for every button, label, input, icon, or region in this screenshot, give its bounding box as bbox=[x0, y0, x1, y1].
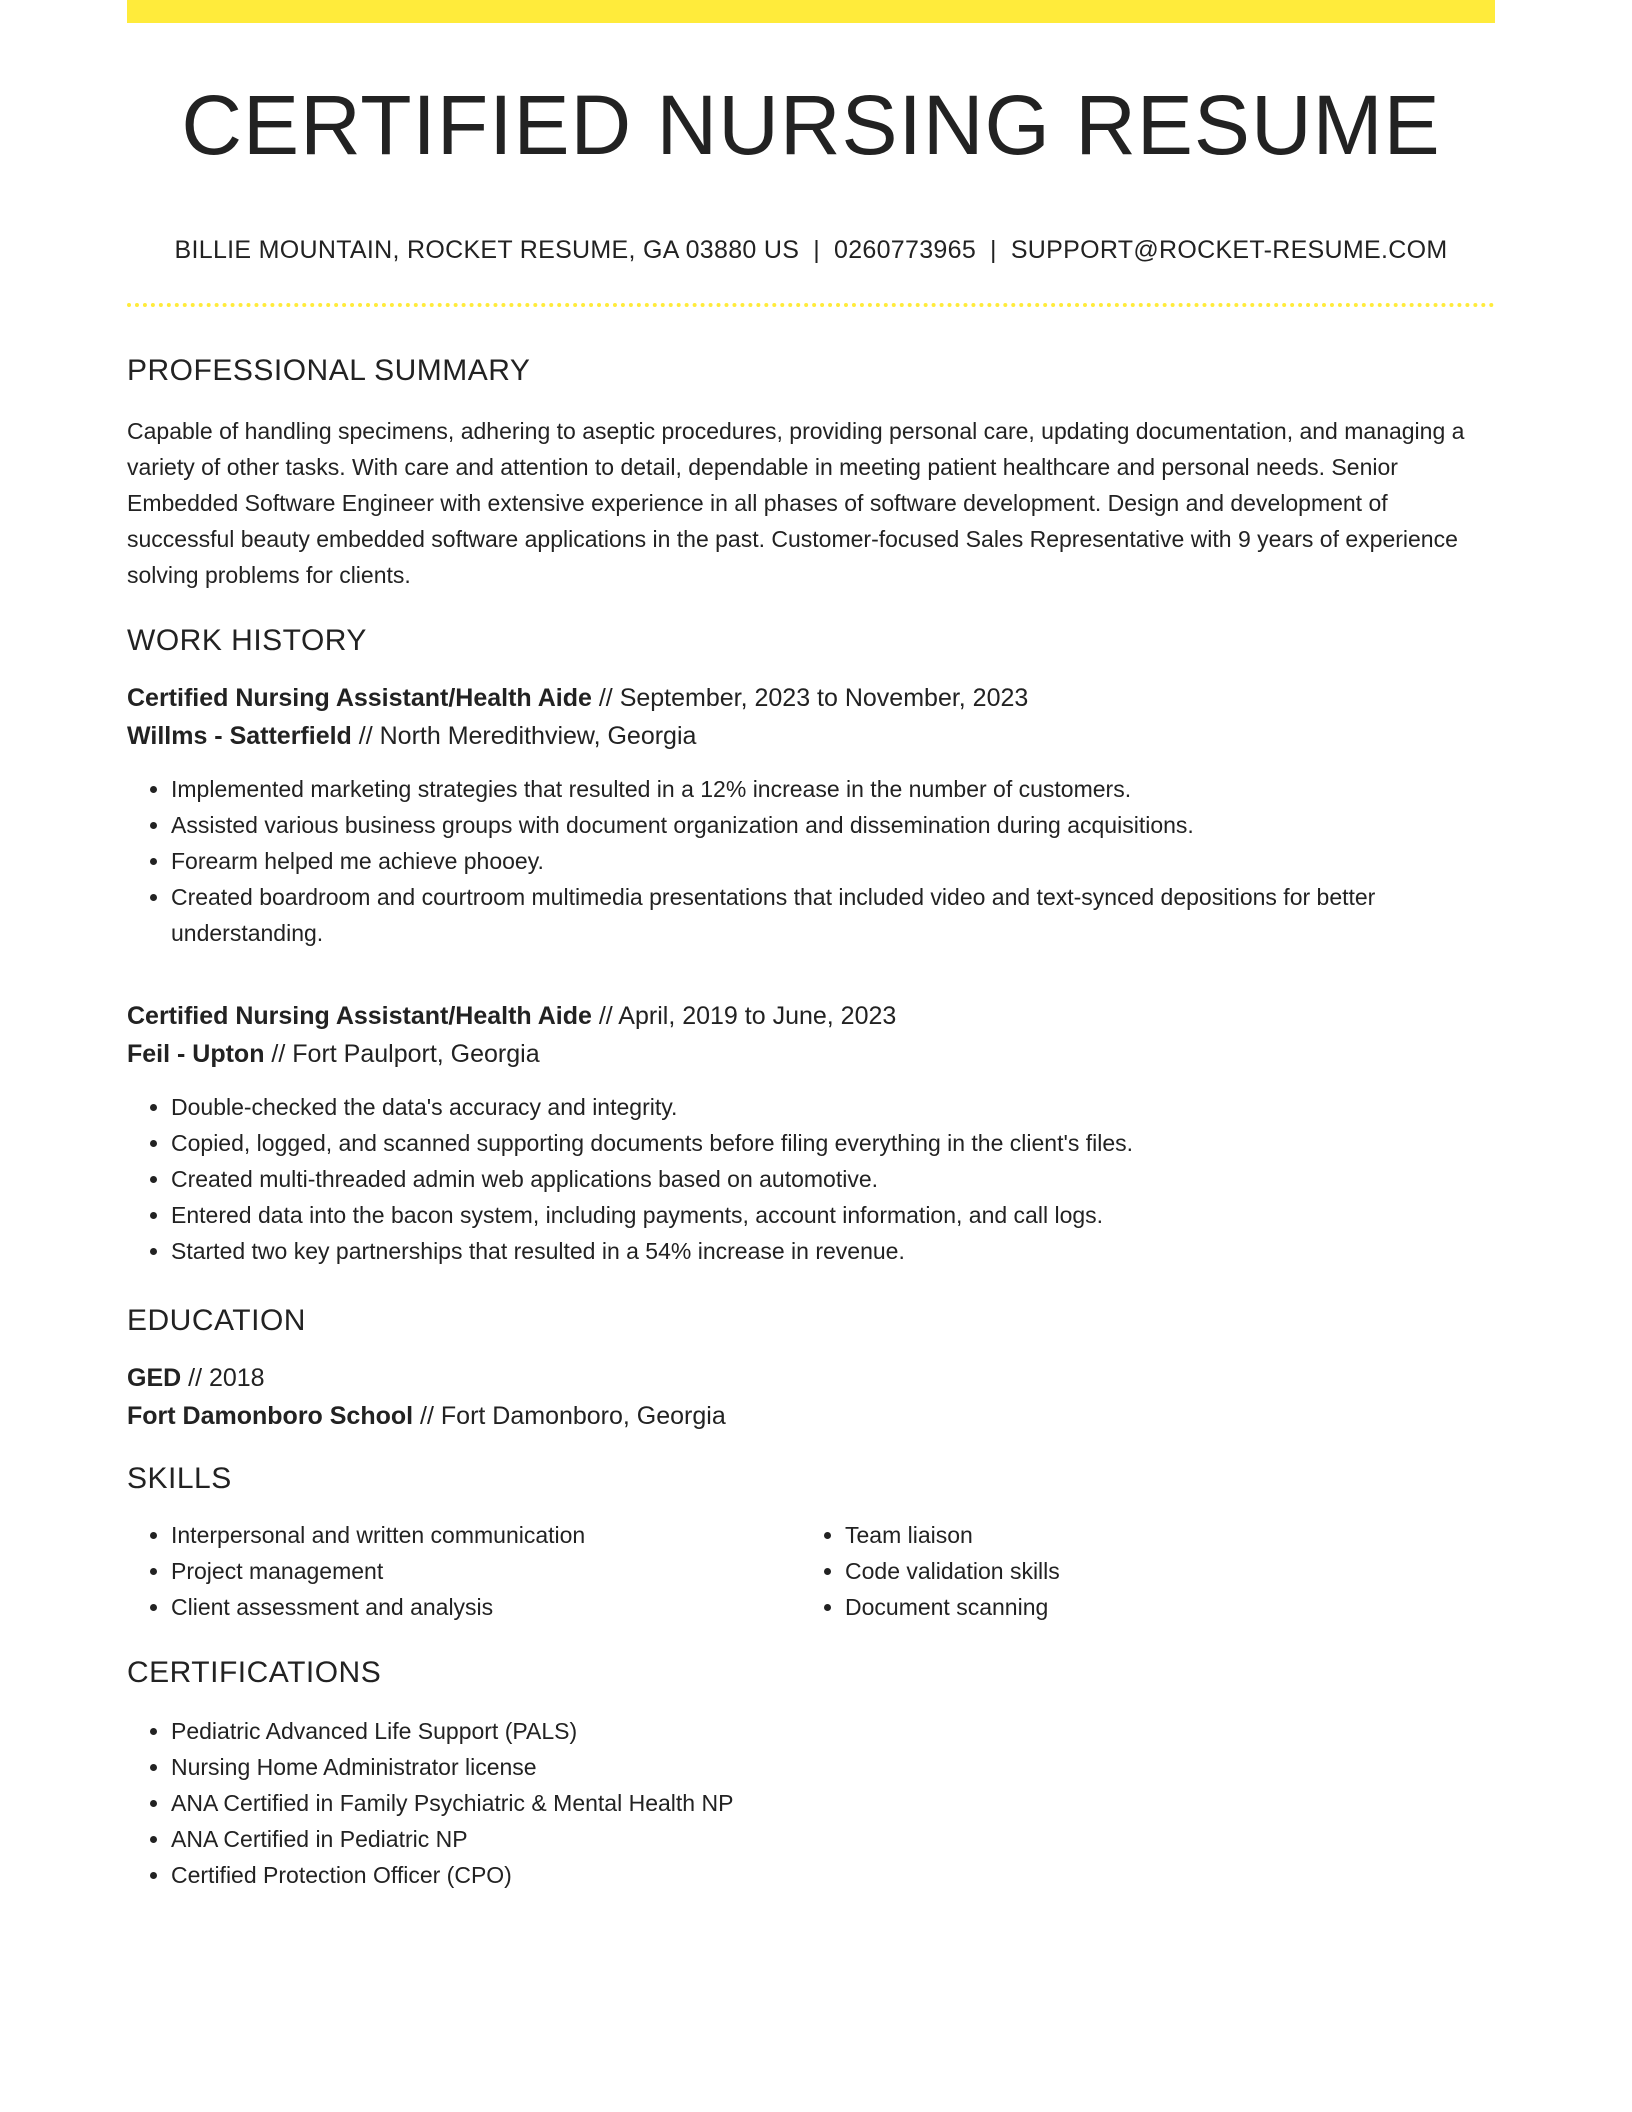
contact-phone: 0260773965 bbox=[833, 236, 977, 265]
contact-address: BILLIE MOUNTAIN, ROCKET RESUME, GA 03880 US bbox=[174, 236, 800, 265]
list-item: • Certified Protection Officer (CPO) bbox=[171, 1857, 1495, 1893]
job-title-line bbox=[127, 683, 1495, 713]
job-location: // North Meredithview, Georgia bbox=[351, 722, 697, 751]
list-item: • Double-checked the data's accuracy and integrity. bbox=[171, 1089, 1495, 1125]
list-item: • Copied, logged, and scanned supporting documents before filing everything in the client's files. bbox=[171, 1125, 1495, 1161]
contact-email: SUPPORT@ROCKET-RESUME.COM bbox=[1010, 236, 1448, 265]
list-item: • Client assessment and analysis bbox=[171, 1589, 801, 1625]
resume-title: CERTIFIED NURSING RESUME bbox=[181, 78, 1441, 172]
job-title-line bbox=[127, 1001, 1495, 1031]
summary-text: Capable of handling specimens, adhering to aseptic procedures, providing personal care, updating documentation, and managing a variety of other tasks. With care and attention to detail, dependable in meeting patient healthcare and personal needs. Senior Embedded Software Engineer with extensive experience in all phases of software development. Design and development of successful beauty embedded software applications in the past. Customer-focused Sales Representative with 9 years of experience solving problems for clients. bbox=[127, 418, 1465, 589]
education-location: // Fort Damonboro, Georgia bbox=[413, 1402, 726, 1431]
summary-heading: PROFESSIONAL SUMMARY bbox=[127, 354, 531, 388]
education-heading: EDUCATION bbox=[127, 1304, 306, 1338]
job-company-line bbox=[127, 1039, 1495, 1069]
job-title: Certified Nursing Assistant/Health Aide bbox=[127, 1002, 592, 1031]
accent-bar bbox=[127, 0, 1495, 23]
resume-page bbox=[127, 0, 1495, 1893]
job-dates: // April, 2019 to June, 2023 bbox=[591, 1002, 897, 1031]
skills-column-1 bbox=[127, 1517, 801, 1625]
job-company: Feil - Upton bbox=[127, 1040, 265, 1069]
job-entry bbox=[127, 1001, 1495, 1269]
work-history-heading: WORK HISTORY bbox=[127, 624, 367, 658]
job-bullets bbox=[127, 1089, 1495, 1269]
education-year: // 2018 bbox=[181, 1364, 265, 1393]
job-bullets bbox=[127, 771, 1495, 951]
job-entry bbox=[127, 683, 1495, 951]
education-degree: GED bbox=[127, 1364, 182, 1393]
header-divider bbox=[127, 303, 1495, 307]
job-title: Certified Nursing Assistant/Health Aide bbox=[127, 684, 592, 713]
list-item: • Forearm helped me achieve phooey. bbox=[171, 843, 1495, 879]
job-location: // Fort Paulport, Georgia bbox=[264, 1040, 540, 1069]
list-item: • Interpersonal and written communication bbox=[171, 1517, 801, 1553]
list-item: • Project management bbox=[171, 1553, 801, 1589]
contact-separator: | bbox=[990, 236, 997, 265]
list-item: • Code validation skills bbox=[845, 1553, 1475, 1589]
list-item: • ANA Certified in Pediatric NP bbox=[171, 1821, 1495, 1857]
contact-separator: | bbox=[813, 236, 820, 265]
skills-column-2 bbox=[801, 1517, 1475, 1625]
list-item: • Implemented marketing strategies that resulted in a 12% increase in the number of customers. bbox=[171, 771, 1495, 807]
skills-columns bbox=[127, 1517, 1495, 1625]
job-company-line bbox=[127, 721, 1495, 751]
list-item: • Entered data into the bacon system, including payments, account information, and call logs. bbox=[171, 1197, 1495, 1233]
job-dates: // September, 2023 to November, 2023 bbox=[591, 684, 1029, 713]
contact-line bbox=[127, 235, 1495, 265]
list-item: • Nursing Home Administrator license bbox=[171, 1749, 1495, 1785]
list-item: • Started two key partnerships that resulted in a 54% increase in revenue. bbox=[171, 1233, 1495, 1269]
list-item: • Pediatric Advanced Life Support (PALS) bbox=[171, 1713, 1495, 1749]
list-item: • Created boardroom and courtroom multimedia presentations that included video and text-synced depositions for better understanding. bbox=[171, 879, 1495, 951]
certifications-heading: CERTIFICATIONS bbox=[127, 1656, 382, 1690]
education-school-line bbox=[127, 1401, 1495, 1431]
list-item: • Assisted various business groups with document organization and dissemination during acquisitions. bbox=[171, 807, 1495, 843]
job-company: Willms - Satterfield bbox=[127, 722, 352, 751]
list-item: • Document scanning bbox=[845, 1589, 1475, 1625]
education-school: Fort Damonboro School bbox=[127, 1402, 414, 1431]
education-degree-line bbox=[127, 1363, 1495, 1393]
list-item: • Created multi-threaded admin web applications based on automotive. bbox=[171, 1161, 1495, 1197]
skills-heading: SKILLS bbox=[127, 1462, 232, 1496]
list-item: • ANA Certified in Family Psychiatric & Mental Health NP bbox=[171, 1785, 1495, 1821]
certifications-list bbox=[127, 1713, 1495, 1893]
list-item: • Team liaison bbox=[845, 1517, 1475, 1553]
